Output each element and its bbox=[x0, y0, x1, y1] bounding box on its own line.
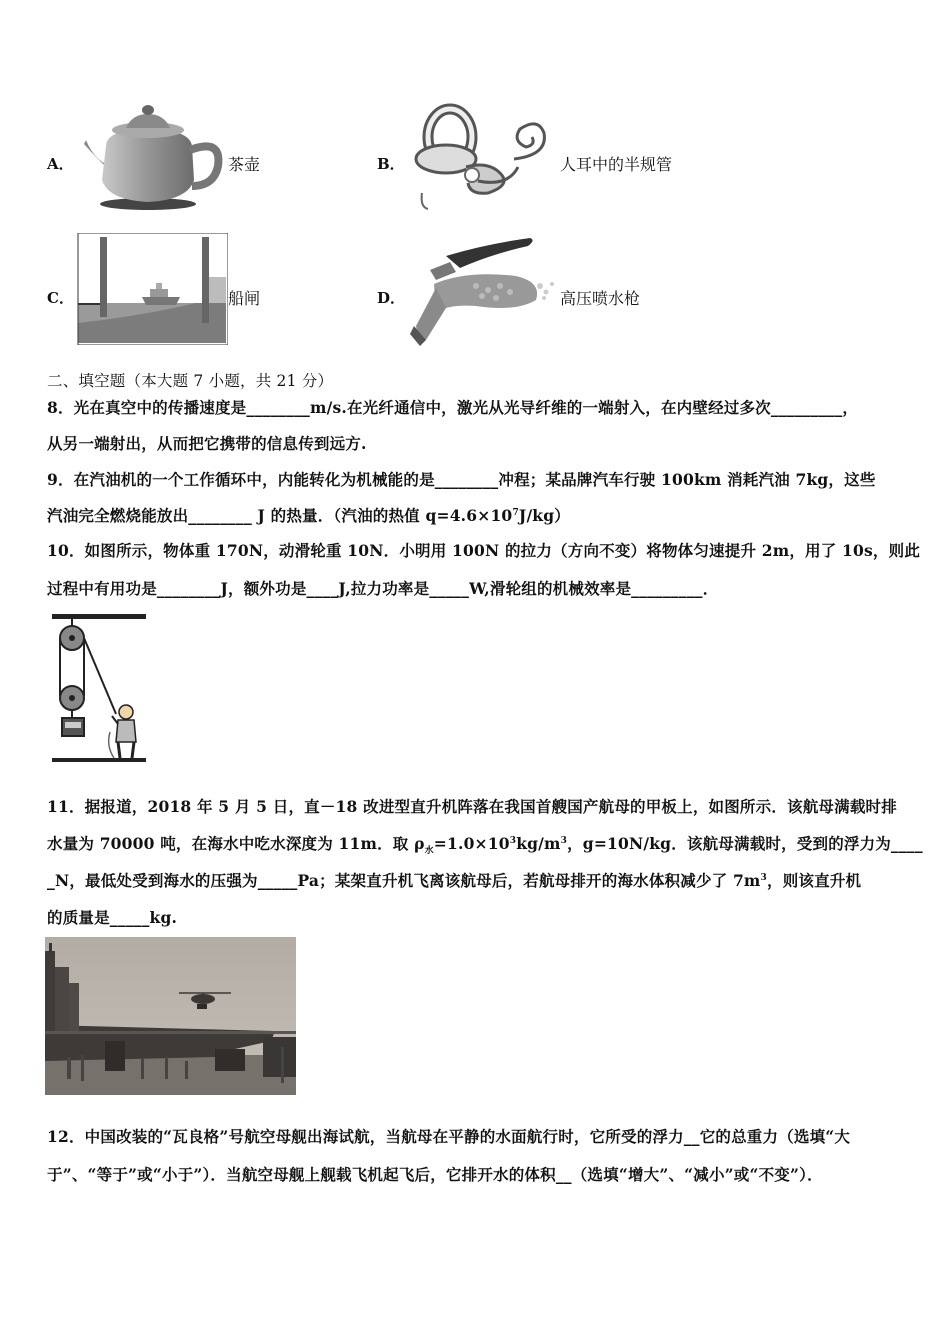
option-c-letter: C． bbox=[47, 289, 74, 307]
q11-line3 bbox=[47, 869, 861, 891]
teapot-icon bbox=[76, 100, 228, 212]
q11-line1: 11．据报道，2018 年 5 月 5 日，直－18 改进型直升机阵落在我国首艘国产航母的甲板上，如图所示．该航母满载时排 bbox=[47, 797, 897, 816]
q9-exp: 7 bbox=[512, 508, 519, 518]
ship-lock-icon bbox=[76, 233, 228, 345]
q11-line3-a: _N，最低处受到海水的压强为_____Pa；某架直升机飞离该航母后，若航母排开的海水体积减少了 7m bbox=[47, 871, 761, 890]
q11-sup2: 3 bbox=[560, 836, 568, 846]
option-d-letter: D． bbox=[377, 289, 406, 307]
option-a-letter: A． bbox=[47, 155, 74, 173]
q9-line1: 9．在汽油机的一个工作循环中，内能转化为机械能的是________冲程；某品牌汽车行驶 100km 消耗汽油 7kg，这些 bbox=[47, 470, 876, 489]
q9-line2-b: J/kg） bbox=[518, 506, 570, 525]
q10-line2: 过程中有用功是________J，额外功是____J,拉力功率是_____W,滑轮组的机械效率是_________． bbox=[47, 579, 719, 598]
q11-line2-a: 水量为 70000 吨，在海水中吃水深度为 11m．取 ρ bbox=[47, 834, 425, 853]
q11-line4: 的质量是_____kg. bbox=[47, 908, 178, 927]
q11-line2-c: kg/m bbox=[516, 834, 561, 853]
q8-line2: 从另一端射出，从而把它携带的信息传到远方. bbox=[47, 434, 367, 453]
q12-line2: 于”、“等于”或“小于”）．当航空母舰上舰载飞机起飞后，它排开水的体积__（选填“增大”、“减小”或“不变”）． bbox=[47, 1165, 823, 1184]
option-a-label: 茶壶 bbox=[228, 155, 261, 174]
q10-line1: 10．如图所示，物体重 170N，动滑轮重 10N．小明用 100N 的拉力（方向不变）将物体匀速提升 2m，用了 10s，则此 bbox=[47, 541, 921, 560]
q12-line1: 12．中国改装的“瓦良格”号航空母舰出海试航，当航母在平静的水面航行时，它所受的浮力__它的总重力（选填“大 bbox=[47, 1127, 851, 1146]
option-d-label: 高压喷水枪 bbox=[560, 289, 641, 308]
q9-line2-a: 汽油完全燃烧能放出________ J 的热量．（汽油的热值 q=4.6×10 bbox=[47, 506, 513, 525]
pulley-figure bbox=[50, 612, 152, 764]
option-c-label: 船闸 bbox=[228, 289, 261, 308]
carrier-photo bbox=[45, 937, 296, 1095]
q11-line2-d: ，g=10N/kg．该航母满载时，受到的浮力为____ bbox=[567, 834, 923, 853]
inner-ear-icon bbox=[408, 97, 560, 212]
option-b-letter: B． bbox=[377, 155, 405, 173]
q11-rho-sub: 水 bbox=[424, 846, 434, 857]
q11-line2-b: =1.0×10 bbox=[433, 834, 510, 853]
water-gun-icon bbox=[406, 234, 560, 346]
q11-line3-b: ，则该直升机 bbox=[767, 871, 862, 890]
section-title: 二、填空题（本大题 7 小题，共 21 分） bbox=[47, 372, 334, 390]
q11-sup3: 3 bbox=[760, 873, 768, 883]
q11-sup1: 3 bbox=[509, 836, 517, 846]
q9-line2 bbox=[47, 504, 570, 526]
q11-line2 bbox=[47, 832, 923, 856]
option-b-label: 人耳中的半规管 bbox=[560, 155, 673, 174]
q8-line1: 8．光在真空中的传播速度是________m/s.在光纤通信中，激光从光导纤维的一端射入，在内壁经过多次_________， bbox=[47, 398, 859, 417]
